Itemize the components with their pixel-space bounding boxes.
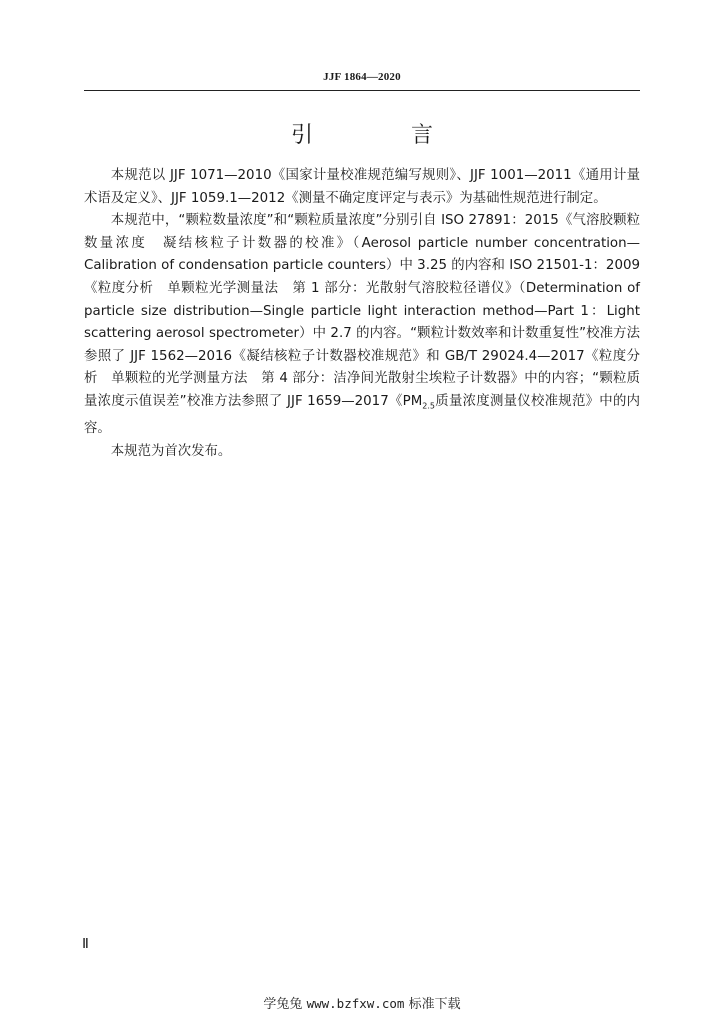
footer-site-url[interactable]: www.bzfxw.com xyxy=(306,996,405,1011)
footer-watermark xyxy=(0,993,724,1012)
paragraph-2 xyxy=(84,210,640,441)
pm-subscript: 2.5 xyxy=(422,401,436,411)
footer-site-name: 学兔兔 xyxy=(263,997,303,1012)
body-text xyxy=(84,165,640,463)
footer-site-label: 标准下载 xyxy=(408,997,461,1012)
page-title: 引 言 xyxy=(290,123,471,148)
paragraph-2-text: 本规范中，“颗粒数量浓度”和“颗粒质量浓度”分别引自 ISO 27891：2015《气溶胶颗粒数量浓度 凝结核粒子计数器的校准》（Aerosol particle number concentration—Calibration of condensation particle counters）中 3.25 的内容和 ISO 21501-1：2009《粒度分析 单颗粒光学测量法 第 1 部分：光散射气溶胶粒径谱仪》（Determination of particle size distribution—Single particle light interaction method—Part 1：Light scattering aerosol spectrometer）中 2.7 的内容。“颗粒计数效率和计数重复性”校准方法参照了 JJF 1562—2016《凝结核粒子计数器校准规范》和 GB/T 29024.4—2017《粒度分析 单颗粒的光学测量方法 第 4 部分：洁净间光散射尘埃粒子计数器》中的内容；“颗粒质量浓度示值误差”校准方法参照了 JJF 1659—2017《PM xyxy=(84,213,640,409)
paragraph-2-text-end: 质量浓度测量仪校准规范》中的内容。 xyxy=(84,393,640,437)
header-divider xyxy=(84,90,640,91)
paragraph-3: 本规范为首次发布。 xyxy=(110,443,232,459)
page-number: Ⅱ xyxy=(82,937,89,952)
paragraph-1: 本规范以 JJF 1071—2010《国家计量校准规范编写规则》、JJF 1001—2011《通用计量术语及定义》、JJF 1059.1—2012《测量不确定度评定与表示》为基础性规范进行制定。 xyxy=(84,168,640,206)
standard-code-header: JJF 1864—2020 xyxy=(323,71,401,83)
